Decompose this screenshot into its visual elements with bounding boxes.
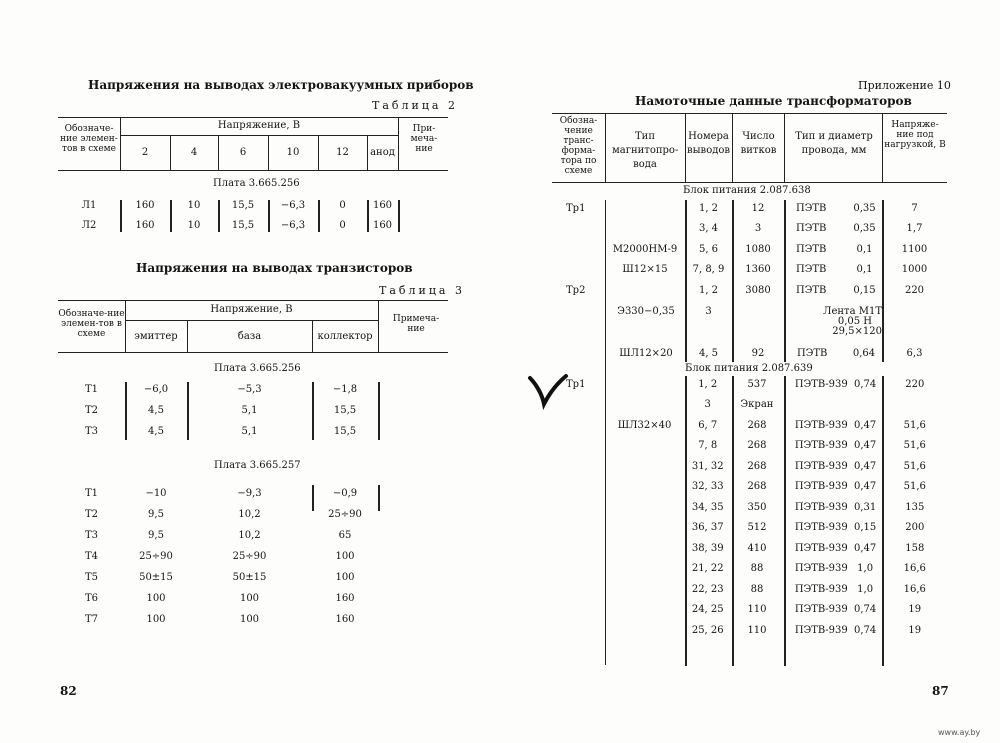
row-wire-line1: Лента М1Т xyxy=(823,306,882,317)
row-voltage: 51,6 xyxy=(903,481,926,493)
row-value: 100 xyxy=(239,593,260,604)
table3-head-voltage: Напряжение, В xyxy=(210,304,293,315)
col-head-voltage: Напряже-ние под нагрузкой, В xyxy=(884,120,946,150)
row-wire: ПЭТВ-939 xyxy=(794,378,848,390)
row-value: 100 xyxy=(146,614,166,625)
row-voltage: 7 xyxy=(911,202,918,214)
row-wire: ПЭТВ-939 xyxy=(794,583,848,595)
table-row xyxy=(552,538,947,559)
row-turns: 1080 xyxy=(745,243,771,255)
row-voltage: 220 xyxy=(904,284,925,296)
block1-table xyxy=(552,198,947,301)
row-designation: Т7 xyxy=(84,614,99,625)
row-value: 65 xyxy=(338,530,352,541)
row-value: 15,5 xyxy=(333,426,357,437)
table3-subhead: эмиттер xyxy=(134,331,178,342)
row-designation xyxy=(552,477,605,498)
row-value: 160 xyxy=(335,614,355,625)
table2-section-title: Плата 3.665.256 xyxy=(213,178,300,189)
row-diam: 1,0 xyxy=(857,583,874,595)
row-core: ШЛ12×20 xyxy=(619,348,673,359)
table-row xyxy=(552,477,947,498)
row-pins: 34, 35 xyxy=(691,501,724,513)
page-number-right: 87 xyxy=(932,684,949,698)
row-wire: ПЭТВ xyxy=(796,264,827,276)
row-turns: 12 xyxy=(751,202,765,214)
row-value: 100 xyxy=(239,614,260,625)
row-diam: 0,15 xyxy=(853,284,876,296)
row-wire: ПЭТВ-939 xyxy=(794,563,848,575)
row-designation xyxy=(552,436,605,457)
table2-head-rule xyxy=(58,170,448,171)
row-pins: 6, 7 xyxy=(698,419,718,431)
row-pins: 3 xyxy=(704,399,711,411)
handwritten-check-mark-icon xyxy=(526,370,572,410)
row-value: −5,3 xyxy=(237,384,262,395)
row-voltage: 51,6 xyxy=(903,419,926,431)
row-designation: Т5 xyxy=(84,572,99,583)
row-wire-line3: 29,5×120 xyxy=(832,326,882,337)
row-value: 15,5 xyxy=(231,220,255,231)
row-value: 160 xyxy=(372,220,393,231)
table3-section-title: Плата 3.665.257 xyxy=(214,460,301,471)
row-core xyxy=(605,518,685,539)
row-voltage: 220 xyxy=(905,378,925,390)
row-voltage: 1,7 xyxy=(906,223,923,235)
row-diam xyxy=(848,395,883,416)
row-voltage: 51,6 xyxy=(903,440,926,452)
table2-mid-rule xyxy=(120,135,398,136)
row-diam: 0,1 xyxy=(856,243,873,255)
row-wire: ПЭТВ-939 xyxy=(794,501,848,513)
row-wire xyxy=(783,395,848,416)
row-designation xyxy=(552,219,605,240)
row-wire: ПЭТВ-939 xyxy=(794,522,848,534)
table-row xyxy=(552,456,947,477)
row-voltage: 16,6 xyxy=(903,583,926,595)
table-row xyxy=(552,600,947,621)
block2-title: Блок питания 2.087.639 xyxy=(685,363,813,374)
row-designation: Л1 xyxy=(81,200,97,211)
row-wire: ПЭТВ-939 xyxy=(794,542,848,554)
row-diam: 0,47 xyxy=(853,460,877,472)
row-core: Ш12×15 xyxy=(622,264,668,276)
row-value: 10 xyxy=(187,200,201,211)
table-row xyxy=(552,436,947,457)
row-designation xyxy=(552,239,605,260)
block2-table xyxy=(552,374,947,641)
table-row xyxy=(552,280,947,301)
row-core xyxy=(605,600,685,621)
table3-label: Таблица 3 xyxy=(379,284,465,297)
row-core xyxy=(605,538,685,559)
col-head-designation: Обозна-чение транс-форма-тора по схеме xyxy=(559,116,598,176)
row-value: −0,9 xyxy=(332,488,358,499)
row-diam: 1,0 xyxy=(857,563,874,575)
row-designation xyxy=(552,600,605,621)
row-designation: Т2 xyxy=(84,509,99,520)
row-core: ШЛ32×40 xyxy=(617,419,672,431)
row-core: М2000НМ-9 xyxy=(612,243,678,255)
row-core xyxy=(605,456,685,477)
row-wire: ПЭТВ xyxy=(797,348,828,359)
row-value: 25÷90 xyxy=(232,551,267,562)
row-pins: 3, 4 xyxy=(698,223,719,235)
row-diam: 0,74 xyxy=(853,378,877,390)
row-core xyxy=(605,559,685,580)
row-core xyxy=(605,477,685,498)
table3-title: Напряжения на выводах транзисторов xyxy=(136,261,413,275)
row-turns: 3080 xyxy=(745,284,771,296)
table-row xyxy=(552,415,947,436)
table-row xyxy=(552,239,947,260)
row-value: 4,5 xyxy=(148,426,164,437)
row-diam: 0,31 xyxy=(853,501,877,513)
row-turns: 88 xyxy=(750,583,764,595)
watermark: www.ay.by xyxy=(938,728,981,737)
table2-head-designation: Обозначе-ние элемен-тов в схеме xyxy=(60,124,118,154)
row-wire: ПЭТВ-939 xyxy=(794,440,848,452)
row-core xyxy=(605,620,685,641)
row-turns: 88 xyxy=(750,563,764,575)
row-voltage xyxy=(883,395,947,416)
row-turns: 92 xyxy=(751,348,765,359)
row-voltage: 51,6 xyxy=(903,460,926,472)
table2-subhead: 10 xyxy=(286,147,300,158)
right-table-title: Намоточные данные трансформаторов xyxy=(635,94,912,108)
row-pins: 3 xyxy=(705,306,712,317)
row-diam: 0,35 xyxy=(853,202,876,214)
row-wire: ПЭТВ-939 xyxy=(794,624,848,636)
table-row xyxy=(552,219,947,240)
table2-subhead: 12 xyxy=(336,147,349,158)
row-value: 25÷90 xyxy=(328,509,362,520)
row-wire-line2: 0,05 Н xyxy=(837,316,872,327)
row-pins: 22, 23 xyxy=(691,583,724,595)
row-wire: ПЭТВ xyxy=(796,243,827,255)
row-value: −10 xyxy=(145,488,167,499)
col-head-pins: Номера выводов xyxy=(686,131,731,156)
row-diam: 0,35 xyxy=(853,223,876,235)
row-value: 0 xyxy=(339,220,346,231)
row-turns: 410 xyxy=(747,542,767,554)
row-designation xyxy=(552,260,605,281)
table2-head-note: При-меча-ние xyxy=(410,124,438,154)
right-page xyxy=(500,0,1000,743)
row-designation: Т4 xyxy=(84,551,99,562)
row-diam: 0,74 xyxy=(853,604,877,616)
row-diam: 0,47 xyxy=(853,419,877,431)
row-pins: 7, 8 xyxy=(698,440,718,452)
row-wire: ПЭТВ-939 xyxy=(794,481,848,493)
row-diam: 0,47 xyxy=(853,481,877,493)
table-row xyxy=(552,374,947,395)
row-turns: 3 xyxy=(754,223,762,235)
row-value: 5,1 xyxy=(241,405,258,416)
table-row xyxy=(552,579,947,600)
row-designation xyxy=(552,559,605,580)
row-turns: 350 xyxy=(747,501,767,513)
row-value: −6,3 xyxy=(280,220,306,231)
table2-title: Напряжения на выводах электровакуумных приборов xyxy=(88,78,474,92)
row-core xyxy=(605,436,685,457)
row-designation xyxy=(552,579,605,600)
table2-head-voltage: Напряжение, В xyxy=(217,120,301,131)
table2-top-rule xyxy=(58,117,448,118)
row-turns: 537 xyxy=(747,378,767,390)
row-value: 160 xyxy=(135,200,155,211)
col-head-core: Тип магнитопро-вода xyxy=(612,131,679,170)
row-value: 10,2 xyxy=(238,509,261,520)
row-diam: 0,1 xyxy=(856,264,873,276)
row-value: 25÷90 xyxy=(139,551,173,562)
table3-subhead: база xyxy=(237,331,262,342)
row-designation: Т1 xyxy=(84,384,99,395)
row-pins: 5, 6 xyxy=(698,243,719,255)
row-pins: 32, 33 xyxy=(691,481,724,493)
row-value: −6,3 xyxy=(280,200,306,211)
row-value: 50±15 xyxy=(232,572,267,583)
table-row xyxy=(552,620,947,641)
row-core xyxy=(605,497,685,518)
row-voltage: 19 xyxy=(908,624,922,636)
row-core: Э330−0,35 xyxy=(617,306,675,317)
table-row xyxy=(552,518,947,539)
row-value: −1,8 xyxy=(332,384,358,395)
block1-title: Блок питания 2.087.638 xyxy=(683,185,811,196)
row-pins: 38, 39 xyxy=(691,542,724,554)
row-wire: ПЭТВ xyxy=(796,202,827,214)
row-core xyxy=(605,280,685,301)
row-voltage: 19 xyxy=(908,604,922,616)
row-wire: ПЭТВ-939 xyxy=(794,460,848,472)
col-head-wire: Тип и диаметр провода, мм xyxy=(795,131,873,156)
table2-label: Таблица 2 xyxy=(372,99,458,112)
row-voltage: 1000 xyxy=(901,264,928,276)
row-value: 9,5 xyxy=(148,530,164,541)
row-value: 160 xyxy=(135,220,155,231)
row-voltage: 158 xyxy=(905,542,925,554)
row-pins: 7, 8, 9 xyxy=(692,264,725,276)
row-turns: 268 xyxy=(747,440,767,452)
row-designation: Тр2 xyxy=(566,284,586,296)
row-designation: Т2 xyxy=(84,405,99,416)
row-wire: ПЭТВ-939 xyxy=(794,419,848,431)
row-value: 10 xyxy=(187,220,201,231)
row-diam: 0,74 xyxy=(853,624,877,636)
row-designation xyxy=(552,497,605,518)
row-designation xyxy=(552,538,605,559)
row-wire: ПЭТВ-939 xyxy=(794,604,848,616)
row-pins: 4, 5 xyxy=(698,348,719,359)
row-core xyxy=(605,579,685,600)
table-row xyxy=(552,198,947,219)
row-pins: 25, 26 xyxy=(691,624,724,636)
row-value: 50±15 xyxy=(139,572,173,583)
row-pins: 1, 2 xyxy=(698,284,719,296)
row-designation: Тр1 xyxy=(566,378,586,390)
row-turns: 268 xyxy=(747,460,767,472)
table3-subhead: коллектор xyxy=(317,331,373,342)
row-turns: 512 xyxy=(747,522,767,534)
row-value: 9,5 xyxy=(148,509,164,520)
row-diam: 0,15 xyxy=(853,522,877,534)
row-value: 160 xyxy=(335,593,355,604)
row-pins: 31, 32 xyxy=(691,460,724,472)
table2-subhead: 2 xyxy=(141,147,149,158)
row-value: −6,0 xyxy=(143,384,169,395)
row-core xyxy=(605,198,685,219)
row-designation: Т1 xyxy=(84,488,99,499)
table3-section-title: Плата 3.665.256 xyxy=(214,363,301,374)
row-designation: Л2 xyxy=(81,220,97,231)
row-diam: 0,47 xyxy=(853,542,877,554)
row-value: 10,2 xyxy=(238,530,261,541)
table-row xyxy=(552,497,947,518)
row-turns: 268 xyxy=(747,419,767,431)
row-pins: 24, 25 xyxy=(691,604,724,616)
appendix-label: Приложение 10 xyxy=(858,79,951,92)
row-value: 100 xyxy=(335,551,355,562)
row-pins: 1, 2 xyxy=(698,202,719,214)
row-voltage: 16,6 xyxy=(903,563,926,575)
row-diam: 0,47 xyxy=(853,440,877,452)
table3-head-note: Примеча-ние xyxy=(392,314,440,334)
row-voltage: 1100 xyxy=(901,243,928,255)
row-value: 15,5 xyxy=(333,405,357,416)
row-wire: ПЭТВ xyxy=(796,223,827,235)
row-designation xyxy=(552,456,605,477)
row-turns: 110 xyxy=(747,624,767,636)
col-head-turns: Число витков xyxy=(740,131,777,156)
row-core xyxy=(605,374,685,395)
row-diam: 0,64 xyxy=(852,348,876,359)
row-pins: 1, 2 xyxy=(698,378,718,390)
row-designation xyxy=(552,415,605,436)
row-value: 4,5 xyxy=(148,405,164,416)
row-value: 5,1 xyxy=(241,426,258,437)
row-turns: 268 xyxy=(747,481,767,493)
table2-subhead: анод xyxy=(370,147,395,158)
page-number-left: 82 xyxy=(60,684,77,698)
row-voltage: 135 xyxy=(905,501,925,513)
row-turns: 110 xyxy=(747,604,767,616)
row-core xyxy=(605,395,685,416)
row-designation xyxy=(552,620,605,641)
row-core xyxy=(605,219,685,240)
table-row xyxy=(552,395,947,416)
row-designation: Т6 xyxy=(84,593,99,604)
row-designation: Т3 xyxy=(84,530,99,541)
row-value: −9,3 xyxy=(237,488,262,499)
row-wire: ПЭТВ xyxy=(796,284,827,296)
row-value: 160 xyxy=(372,200,393,211)
row-designation: Тр1 xyxy=(566,202,586,214)
row-voltage: 6,3 xyxy=(906,348,923,359)
row-pins: 21, 22 xyxy=(691,563,724,575)
table2-subhead: 4 xyxy=(190,147,198,158)
row-designation: Т3 xyxy=(84,426,99,437)
row-value: 100 xyxy=(146,593,166,604)
row-turns: 1360 xyxy=(745,264,771,276)
table-row xyxy=(552,260,947,281)
row-pins: 36, 37 xyxy=(691,522,724,534)
row-value: 100 xyxy=(335,572,355,583)
table-row xyxy=(552,559,947,580)
table2-subhead: 6 xyxy=(239,147,247,158)
row-value: 15,5 xyxy=(231,200,255,211)
row-designation xyxy=(552,518,605,539)
row-value: 0 xyxy=(339,200,346,211)
row-turns: Экран xyxy=(740,399,774,411)
table3-head-designation: Обозначе-ние элемен-тов в схеме xyxy=(58,309,125,339)
row-voltage: 200 xyxy=(905,522,925,534)
